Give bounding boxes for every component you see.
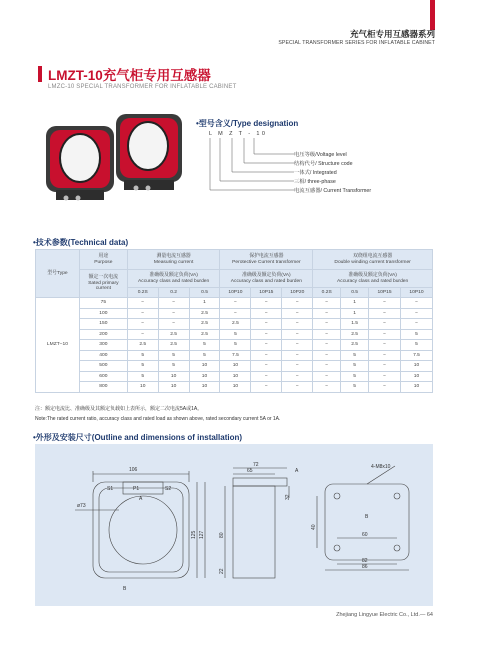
burden-cell: 5 bbox=[158, 350, 189, 361]
table-row bbox=[36, 382, 433, 393]
header-type: 型号Type bbox=[36, 250, 80, 298]
label-a-side: A bbox=[295, 468, 299, 474]
burden-cell: 5 bbox=[189, 350, 220, 361]
dim-22: 22 bbox=[219, 568, 225, 574]
series-title-cn: 充气柜专用互感器系列 bbox=[349, 29, 435, 39]
burden-cell: − bbox=[369, 308, 401, 319]
table-row bbox=[36, 350, 433, 361]
accuracy-class-header: 0.2S bbox=[313, 288, 341, 298]
dim-80: 80 bbox=[219, 532, 225, 538]
legend-voltage-level: 电压等级/Voltage level bbox=[294, 152, 347, 158]
technical-data-table bbox=[35, 249, 433, 393]
legend-integrated: 一体式/ Integrated bbox=[294, 169, 337, 176]
burden-cell: 5 bbox=[127, 350, 158, 361]
burden-cell: 5 bbox=[341, 382, 369, 393]
burden-cell: − bbox=[251, 329, 282, 340]
burden-cell: − bbox=[127, 319, 158, 330]
label-s2: S2 bbox=[165, 486, 172, 492]
burden-cell: 10 bbox=[189, 371, 220, 382]
burden-cell: − bbox=[369, 350, 401, 361]
burden-cell: 1.5 bbox=[341, 319, 369, 330]
burden-cell: − bbox=[282, 319, 313, 330]
dim-65: 65 bbox=[247, 468, 253, 474]
burden-cell: 10 bbox=[189, 382, 220, 393]
dim-60: 60 bbox=[362, 532, 368, 538]
burden-cell: − bbox=[369, 329, 401, 340]
table-row bbox=[36, 371, 433, 382]
series-title-en: SPECIAL TRANSFORMER SERIES FOR INFLATABLE CABINET bbox=[278, 40, 435, 46]
burden-cell: − bbox=[127, 308, 158, 319]
burden-cell: − bbox=[313, 319, 341, 330]
burden-cell: 2.5 bbox=[220, 319, 251, 330]
header-protective: 保护电流互感器 Perotective Current transformer bbox=[220, 250, 313, 270]
burden-cell: − bbox=[313, 361, 341, 372]
bottom-view-body bbox=[325, 484, 409, 560]
burden-cell: 7.5 bbox=[400, 350, 432, 361]
burden-cell: 2.5 bbox=[341, 340, 369, 351]
header-measuring: 测量电流互感器 Measuring current bbox=[127, 250, 220, 270]
burden-cell: 5 bbox=[127, 361, 158, 372]
burden-cell: 10 bbox=[220, 361, 251, 372]
table-row bbox=[36, 340, 433, 351]
burden-cell: 5 bbox=[127, 371, 158, 382]
burden-cell: 10 bbox=[158, 382, 189, 393]
title-accent-bar bbox=[38, 66, 42, 82]
accuracy-class-header: 0.2S bbox=[127, 288, 158, 298]
accuracy-class-header: 10P15 bbox=[369, 288, 401, 298]
accuracy-class-header: 10P20 bbox=[282, 288, 313, 298]
burden-cell: 5 bbox=[341, 350, 369, 361]
table-row bbox=[36, 361, 433, 372]
burden-cell: 10 bbox=[220, 371, 251, 382]
burden-cell: 7.5 bbox=[220, 350, 251, 361]
burden-cell: − bbox=[251, 308, 282, 319]
note-cn: 注：额定电流比、准确级及其额定负载如上表所示，额定二次电流5A或1A。 bbox=[35, 406, 203, 412]
burden-cell: 2.5 bbox=[189, 308, 220, 319]
burden-cell: 5 bbox=[220, 329, 251, 340]
front-view-aperture bbox=[109, 496, 177, 564]
header-double-winding: 双绕组电流互感器 Double winding current transformer bbox=[313, 250, 433, 270]
type-designation-heading: •型号含义/Type designation bbox=[196, 119, 299, 128]
table-notes bbox=[35, 405, 280, 424]
burden-cell: − bbox=[282, 382, 313, 393]
burden-cell: 5 bbox=[189, 340, 220, 351]
designation-leader-lines bbox=[200, 136, 300, 204]
model-cell: LMZT−10 bbox=[36, 298, 80, 393]
dim-phi: ø73 bbox=[77, 503, 86, 509]
burden-cell: − bbox=[313, 382, 341, 393]
burden-cell: 5 bbox=[341, 361, 369, 372]
burden-cell: − bbox=[369, 361, 401, 372]
burden-cell: − bbox=[400, 319, 432, 330]
burden-cell: − bbox=[369, 371, 401, 382]
dim-82: 82 bbox=[362, 558, 368, 564]
burden-cell: − bbox=[251, 371, 282, 382]
burden-cell: 1 bbox=[341, 298, 369, 309]
accuracy-class-header: 10P15 bbox=[251, 288, 282, 298]
burden-cell: − bbox=[313, 329, 341, 340]
dim-32: 32 bbox=[285, 494, 291, 500]
burden-cell: 10 bbox=[158, 371, 189, 382]
burden-cell: 10 bbox=[400, 371, 432, 382]
rated-current-cell: 200 bbox=[79, 329, 127, 340]
burden-cell: − bbox=[220, 298, 251, 309]
legend-structure-code: 结构代号/ Structure code bbox=[294, 160, 353, 167]
burden-cell: − bbox=[282, 371, 313, 382]
rated-current-cell: 100 bbox=[79, 308, 127, 319]
rated-current-cell: 300 bbox=[79, 340, 127, 351]
burden-cell: − bbox=[158, 298, 189, 309]
rated-current-cell: 150 bbox=[79, 319, 127, 330]
burden-cell: − bbox=[282, 340, 313, 351]
dim-m8: 4-M8x10 bbox=[371, 464, 391, 470]
outline-heading: •外形及安装尺寸(Outline and dimensions of installation) bbox=[33, 433, 243, 442]
dim-40: 40 bbox=[311, 524, 317, 530]
burden-cell: 2.5 bbox=[341, 329, 369, 340]
burden-cell: − bbox=[127, 329, 158, 340]
label-a-front: A bbox=[139, 496, 143, 502]
burden-cell: 2.5 bbox=[189, 319, 220, 330]
burden-cell: − bbox=[251, 340, 282, 351]
burden-cell: 10 bbox=[400, 361, 432, 372]
burden-cell: 10 bbox=[220, 382, 251, 393]
burden-cell: − bbox=[400, 298, 432, 309]
burden-cell: 1 bbox=[189, 298, 220, 309]
page-footer: Zhejiang Lingyue Electric Co., Ltd.— 64 bbox=[336, 612, 433, 618]
burden-cell: 5 bbox=[341, 371, 369, 382]
rated-current-cell: 800 bbox=[79, 382, 127, 393]
burden-cell: 5 bbox=[158, 361, 189, 372]
dim-72: 72 bbox=[253, 462, 259, 468]
burden-cell: − bbox=[251, 382, 282, 393]
burden-cell: − bbox=[369, 298, 401, 309]
burden-cell: − bbox=[251, 361, 282, 372]
label-b-bottom: B bbox=[365, 514, 369, 520]
table-row bbox=[36, 308, 433, 319]
outline-drawing bbox=[35, 444, 433, 606]
burden-cell: 2.5 bbox=[127, 340, 158, 351]
dim-125: 125 bbox=[191, 530, 197, 539]
label-s1: S1 bbox=[107, 486, 114, 492]
product-photo bbox=[40, 108, 190, 213]
dim-106-top: 106 bbox=[129, 467, 138, 473]
burden-cell: 10 bbox=[127, 382, 158, 393]
accuracy-class-header: 0.5 bbox=[341, 288, 369, 298]
header-rated-primary: 额定一次电流 Sated primary current bbox=[79, 270, 127, 298]
burden-cell: 2.5 bbox=[158, 329, 189, 340]
burden-cell: − bbox=[251, 350, 282, 361]
burden-cell: − bbox=[282, 298, 313, 309]
type-code: L M Z T - 10 bbox=[209, 131, 268, 137]
burden-cell: − bbox=[158, 308, 189, 319]
burden-cell: − bbox=[127, 298, 158, 309]
legend-three-phase: 三相/ three-phase bbox=[294, 178, 336, 185]
rated-current-cell: 500 bbox=[79, 361, 127, 372]
burden-cell: 10 bbox=[189, 361, 220, 372]
burden-cell: − bbox=[313, 298, 341, 309]
burden-cell: 5 bbox=[400, 340, 432, 351]
burden-cell: − bbox=[282, 361, 313, 372]
burden-cell: − bbox=[313, 350, 341, 361]
burden-cell: 2.5 bbox=[189, 329, 220, 340]
header-burden-measuring: 准确级及额定负荷(VA) Accuracy class and rated burden bbox=[127, 270, 220, 288]
table-row bbox=[36, 329, 433, 340]
header-purpose: 用途 Purpose bbox=[79, 250, 127, 270]
burden-cell: − bbox=[251, 319, 282, 330]
table-row bbox=[36, 298, 433, 309]
header-burden-double: 准确级及额定负荷(VA) Accuracy class and rated burden bbox=[313, 270, 433, 288]
accuracy-class-header: 0.5 bbox=[189, 288, 220, 298]
accuracy-class-header: 10P10 bbox=[220, 288, 251, 298]
burden-cell: − bbox=[313, 371, 341, 382]
burden-cell: − bbox=[369, 382, 401, 393]
burden-cell: − bbox=[369, 340, 401, 351]
burden-cell: 10 bbox=[400, 382, 432, 393]
burden-cell: 5 bbox=[400, 329, 432, 340]
burden-cell: − bbox=[282, 350, 313, 361]
burden-cell: − bbox=[369, 319, 401, 330]
rated-current-cell: 600 bbox=[79, 371, 127, 382]
burden-cell: 2.5 bbox=[158, 340, 189, 351]
header-accent-bar bbox=[430, 0, 435, 30]
side-view-body bbox=[233, 486, 275, 578]
burden-cell: − bbox=[282, 308, 313, 319]
burden-cell: − bbox=[220, 308, 251, 319]
technical-data-heading: •技术参数(Technical data) bbox=[33, 238, 129, 247]
header-burden-protective: 准确级及额定负荷(VA) Accuracy class and rated burden bbox=[220, 270, 313, 288]
label-b-front: B bbox=[123, 586, 127, 592]
burden-cell: − bbox=[251, 298, 282, 309]
product-title: LMZT-10充气柜专用互感器 bbox=[48, 68, 211, 83]
burden-cell: − bbox=[313, 340, 341, 351]
table-row bbox=[36, 319, 433, 330]
legend-current-transformer: 电流互感器/ Current Transformer bbox=[294, 187, 372, 194]
note-en: Note:The rated current ratio, accuracy class and rated load as shown above, rated secondary current 5A or 1A. bbox=[35, 415, 281, 422]
designation-legend bbox=[294, 151, 371, 196]
burden-cell: − bbox=[313, 308, 341, 319]
accuracy-class-header: 10P10 bbox=[400, 288, 432, 298]
rated-current-cell: 75 bbox=[79, 298, 127, 309]
burden-cell: − bbox=[282, 329, 313, 340]
product-subtitle: LMZC-10 SPECIAL TRANSFORMER FOR INFLATABLE CABINET bbox=[48, 84, 237, 90]
burden-cell: − bbox=[400, 308, 432, 319]
burden-cell: − bbox=[158, 319, 189, 330]
rated-current-cell: 400 bbox=[79, 350, 127, 361]
burden-cell: 1 bbox=[341, 308, 369, 319]
accuracy-class-header: 0.2 bbox=[158, 288, 189, 298]
burden-cell: 5 bbox=[220, 340, 251, 351]
dim-86: 86 bbox=[362, 564, 368, 570]
label-p1: P1 bbox=[133, 486, 140, 492]
dim-127: 127 bbox=[199, 530, 205, 539]
